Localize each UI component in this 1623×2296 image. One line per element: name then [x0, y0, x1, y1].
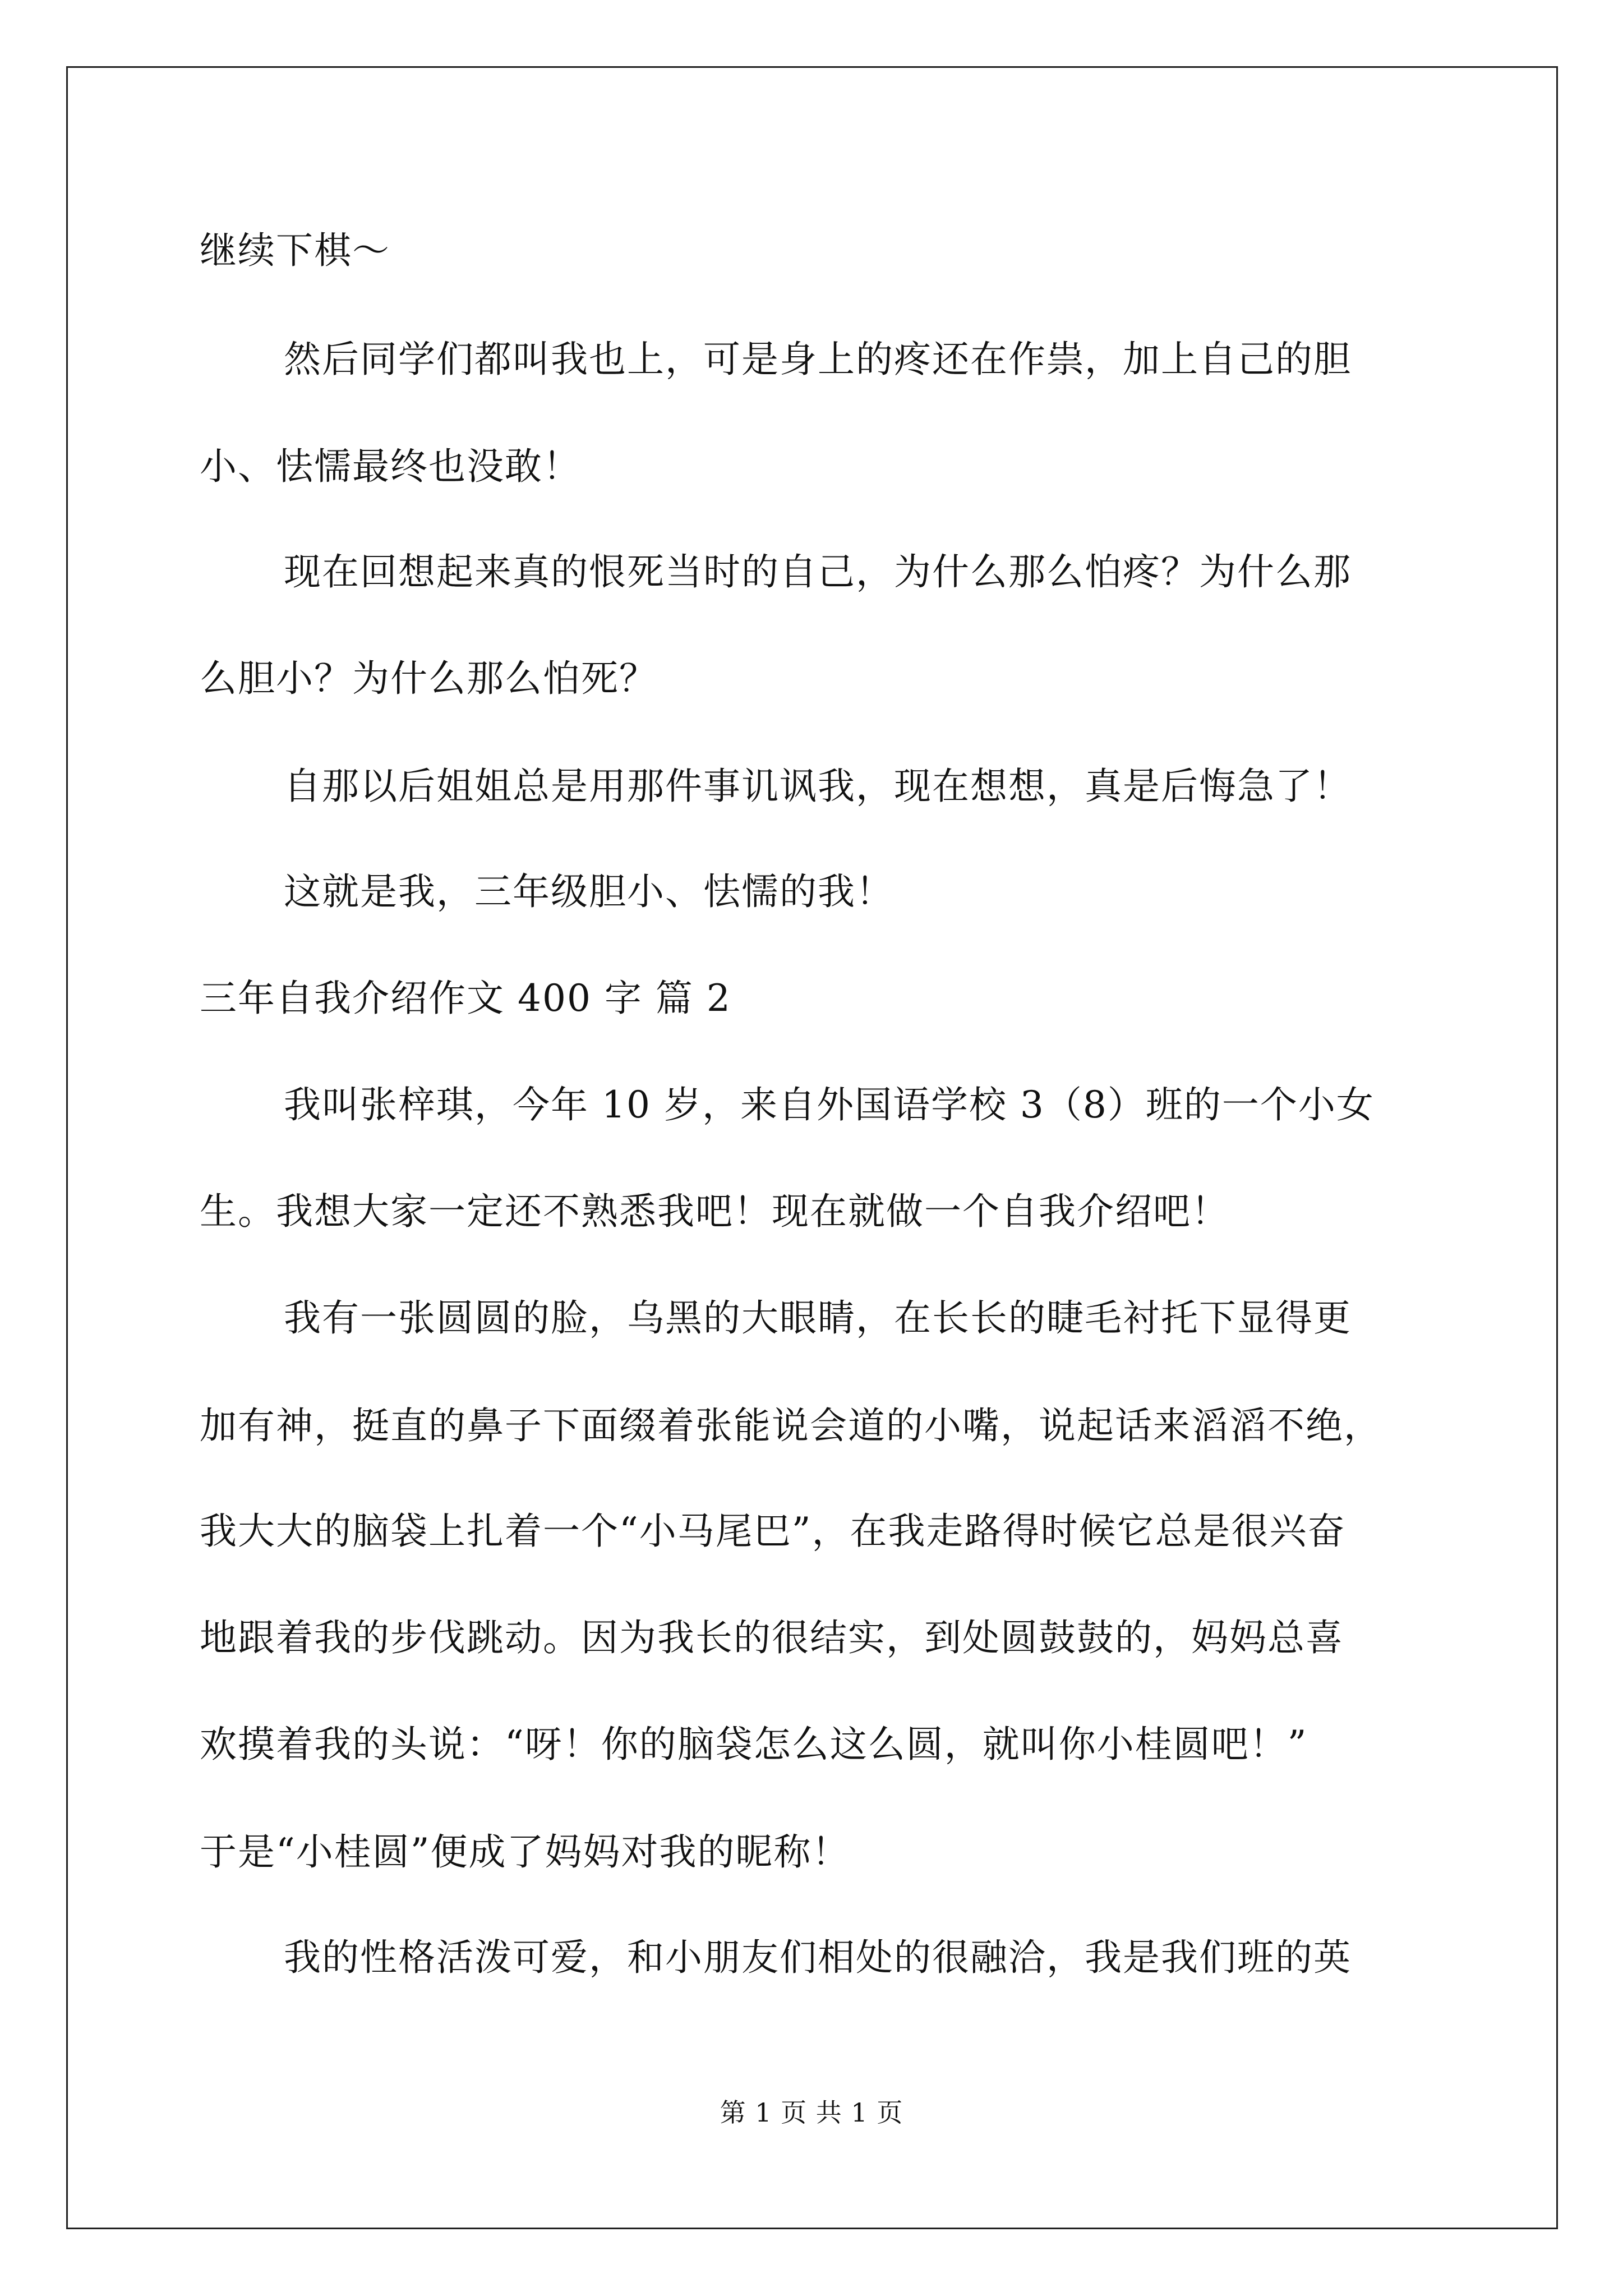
page-footer: 第 1 页 共 1 页 [720, 2097, 903, 2128]
paragraph-line: 我叫张梓琪，今年 10 岁，来自外国语学校 3（8）班的一个小女 [284, 1083, 1375, 1126]
paragraph-line: 然后同学们都叫我也上，可是身上的疼还在作祟，加上自己的胆 [284, 338, 1352, 381]
paragraph-line: 现在回想起来真的恨死当时的自己，为什么那么怕疼？为什么那 [284, 550, 1352, 593]
paragraph-line: 欢摸着我的头说：“呀！你的脑袋怎么这么圆，就叫你小桂圆吧！” [200, 1723, 1308, 1766]
paragraph-line: 么胆小？为什么那么怕死？ [200, 657, 657, 700]
section-heading: 三年自我介绍作文 400 字 篇 2 [200, 977, 731, 1020]
paragraph-line: 生。我想大家一定还不熟悉我吧！现在就做一个自我介绍吧！ [200, 1190, 1229, 1233]
paragraph-line: 我大大的脑袋上扎着一个“小马尾巴”，在我走路得时候它总是很兴奋 [200, 1510, 1346, 1553]
paragraph-line: 我的性格活泼可爱，和小朋友们相处的很融洽，我是我们班的英 [284, 1936, 1352, 1979]
paragraph-line: 自那以后姐姐总是用那件事讥讽我，现在想想，真是后悔急了！ [284, 765, 1352, 808]
paragraph-line: 加有神，挺直的鼻子下面缀着张能说会道的小嘴，说起话来滔滔不绝， [200, 1404, 1382, 1447]
page-border [66, 66, 1558, 2229]
paragraph-line: 我有一张圆圆的脸，乌黑的大眼睛，在长长的睫毛衬托下显得更 [284, 1296, 1352, 1340]
paragraph-line: 小、怯懦最终也没敢！ [200, 445, 581, 488]
paragraph-line: 继续下棋～ [200, 229, 390, 272]
paragraph-line: 地跟着我的步伐跳动。因为我长的很结实，到处圆鼓鼓的，妈妈总喜 [200, 1616, 1344, 1659]
paragraph-line: 这就是我，三年级胆小、怯懦的我！ [284, 870, 894, 913]
paragraph-line: 于是“小桂圆”便成了妈妈对我的昵称！ [200, 1830, 850, 1874]
